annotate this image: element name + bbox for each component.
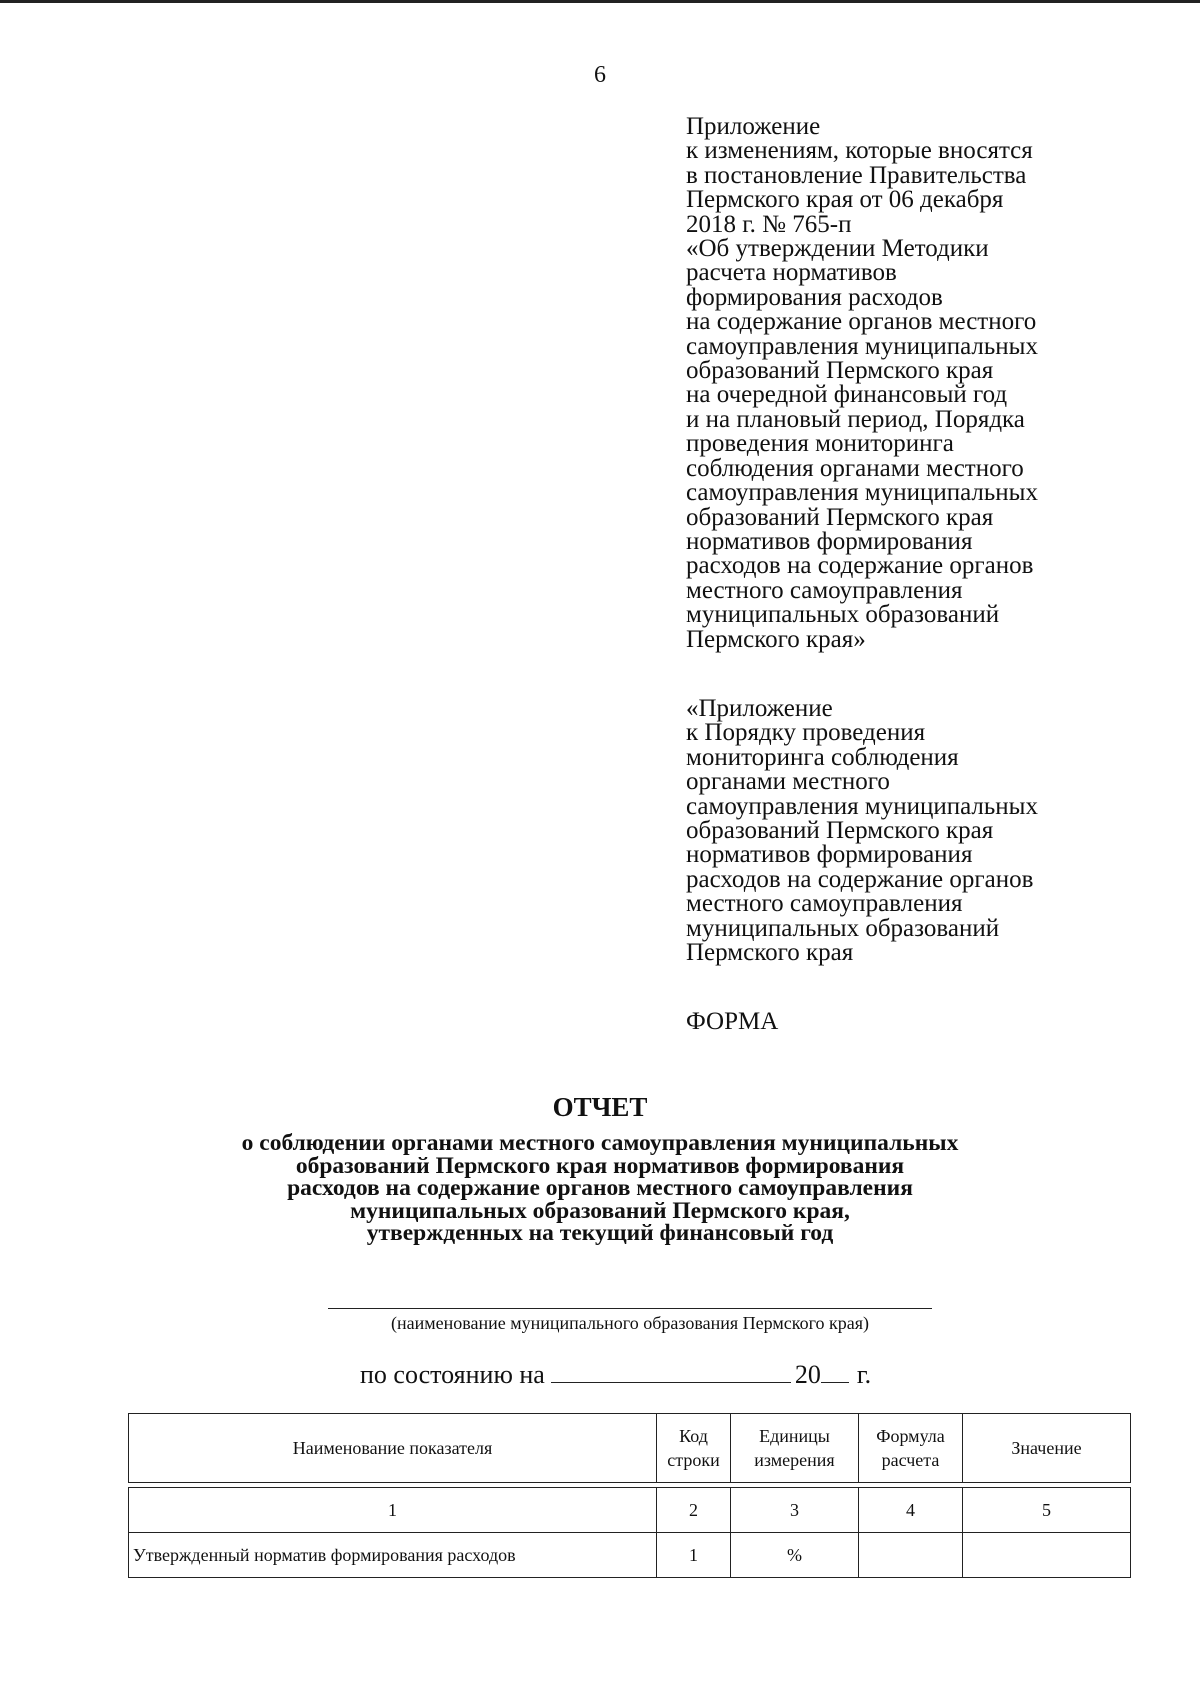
report-subtitle-line: утвержденных на текущий финансовый год — [366, 1220, 834, 1247]
report-subtitle — [150, 1132, 1050, 1245]
appendix-line: нормативов формирования — [686, 527, 973, 555]
appendix-line: образований Пермского края — [686, 357, 994, 385]
municipality-name-blank — [328, 1308, 932, 1309]
report-subtitle-line: муниципальных образований Пермского края, — [350, 1197, 850, 1224]
procedure-appendix-header — [686, 697, 1106, 965]
appendix-line: Пермского края» — [686, 625, 866, 653]
header-indicator-name: Наименование показателя — [129, 1414, 657, 1483]
appendix-line: Приложение — [686, 113, 821, 140]
header-value: Значение — [963, 1414, 1131, 1483]
appendix-line: на очередной финансовый год — [686, 381, 1008, 409]
appendix-line: местного самоуправления — [686, 576, 963, 604]
appendix-line: самоуправления муниципальных — [686, 479, 1038, 507]
appendix-line: проведения мониторинга — [686, 430, 954, 458]
procedure-appendix-line: «Приложение — [686, 695, 833, 722]
as-of-label: по состоянию на — [360, 1360, 545, 1389]
table-column-numbers-row — [129, 1488, 1131, 1533]
column-number: 5 — [963, 1488, 1131, 1533]
column-number: 3 — [731, 1488, 859, 1533]
procedure-appendix-line: органами местного — [686, 768, 890, 796]
appendix-line: расчета нормативов — [686, 259, 897, 287]
appendix-line: и на плановый период, Порядка — [686, 405, 1025, 433]
year-blank — [821, 1360, 849, 1383]
procedure-appendix-line: к Порядку проведения — [686, 719, 926, 747]
date-blank — [551, 1360, 791, 1383]
appendix-line: к изменениям, которые вносятся — [686, 137, 1033, 165]
procedure-appendix-line: местного самоуправления — [686, 890, 963, 918]
appendix-line: «Об утверждении Методики — [686, 235, 989, 263]
procedure-appendix-line: мониторинга соблюдения — [686, 743, 959, 771]
appendix-line: муниципальных образований — [686, 601, 1000, 629]
report-subtitle-line: о соблюдении органами местного самоуправления муниципальных — [241, 1130, 959, 1156]
appendix-header — [686, 115, 1106, 652]
cell-indicator-name: Утвержденный норматив формирования расходов — [129, 1533, 657, 1578]
column-number: 4 — [859, 1488, 963, 1533]
cell-units: % — [731, 1533, 859, 1578]
report-subtitle-line: расходов на содержание органов местного самоуправления — [287, 1175, 913, 1202]
appendix-line: соблюдения органами местного — [686, 454, 1024, 482]
report-subtitle-line: образований Пермского края нормативов формирования — [295, 1152, 905, 1179]
year-prefix: 20 — [794, 1360, 821, 1389]
appendix-line: 2018 г. № 765-п — [686, 210, 852, 238]
header-units: Единицы измерения — [731, 1414, 859, 1483]
report-table — [128, 1413, 1131, 1578]
procedure-appendix-line: расходов на содержание органов — [686, 865, 1034, 893]
appendix-line: в постановление Правительства — [686, 161, 1027, 189]
report-title: ОТЧЕТ — [552, 1092, 648, 1122]
appendix-line: расходов на содержание органов — [686, 552, 1034, 580]
year-suffix: г. — [856, 1360, 872, 1389]
table-row — [129, 1533, 1131, 1578]
appendix-line: образований Пермского края — [686, 503, 994, 531]
column-number: 1 — [129, 1488, 657, 1533]
procedure-appendix-line: Пермского края — [686, 939, 854, 967]
page-top-border — [0, 0, 1200, 3]
as-of-date-line — [360, 1360, 871, 1390]
appendix-line: Пермского края от 06 декабря — [686, 186, 1004, 214]
procedure-appendix-line: самоуправления муниципальных — [686, 792, 1038, 820]
cell-row-code: 1 — [657, 1533, 731, 1578]
form-label: ФОРМА — [686, 1008, 779, 1035]
cell-value — [963, 1533, 1131, 1578]
header-formula: Формула расчета — [859, 1414, 963, 1483]
procedure-appendix-line: образований Пермского края — [686, 817, 994, 845]
header-row-code: Код строки — [657, 1414, 731, 1483]
procedure-appendix-line: нормативов формирования — [686, 841, 973, 869]
column-number: 2 — [657, 1488, 731, 1533]
page-number: 6 — [594, 62, 606, 88]
table-header-row — [129, 1414, 1131, 1483]
cell-formula — [859, 1533, 963, 1578]
appendix-line: на содержание органов местного — [686, 308, 1037, 336]
procedure-appendix-line: муниципальных образований — [686, 914, 1000, 942]
municipality-name-caption: (наименование муниципального образования Пермского края) — [390, 1313, 870, 1333]
appendix-line: самоуправления муниципальных — [686, 332, 1038, 360]
appendix-line: формирования расходов — [686, 283, 943, 311]
